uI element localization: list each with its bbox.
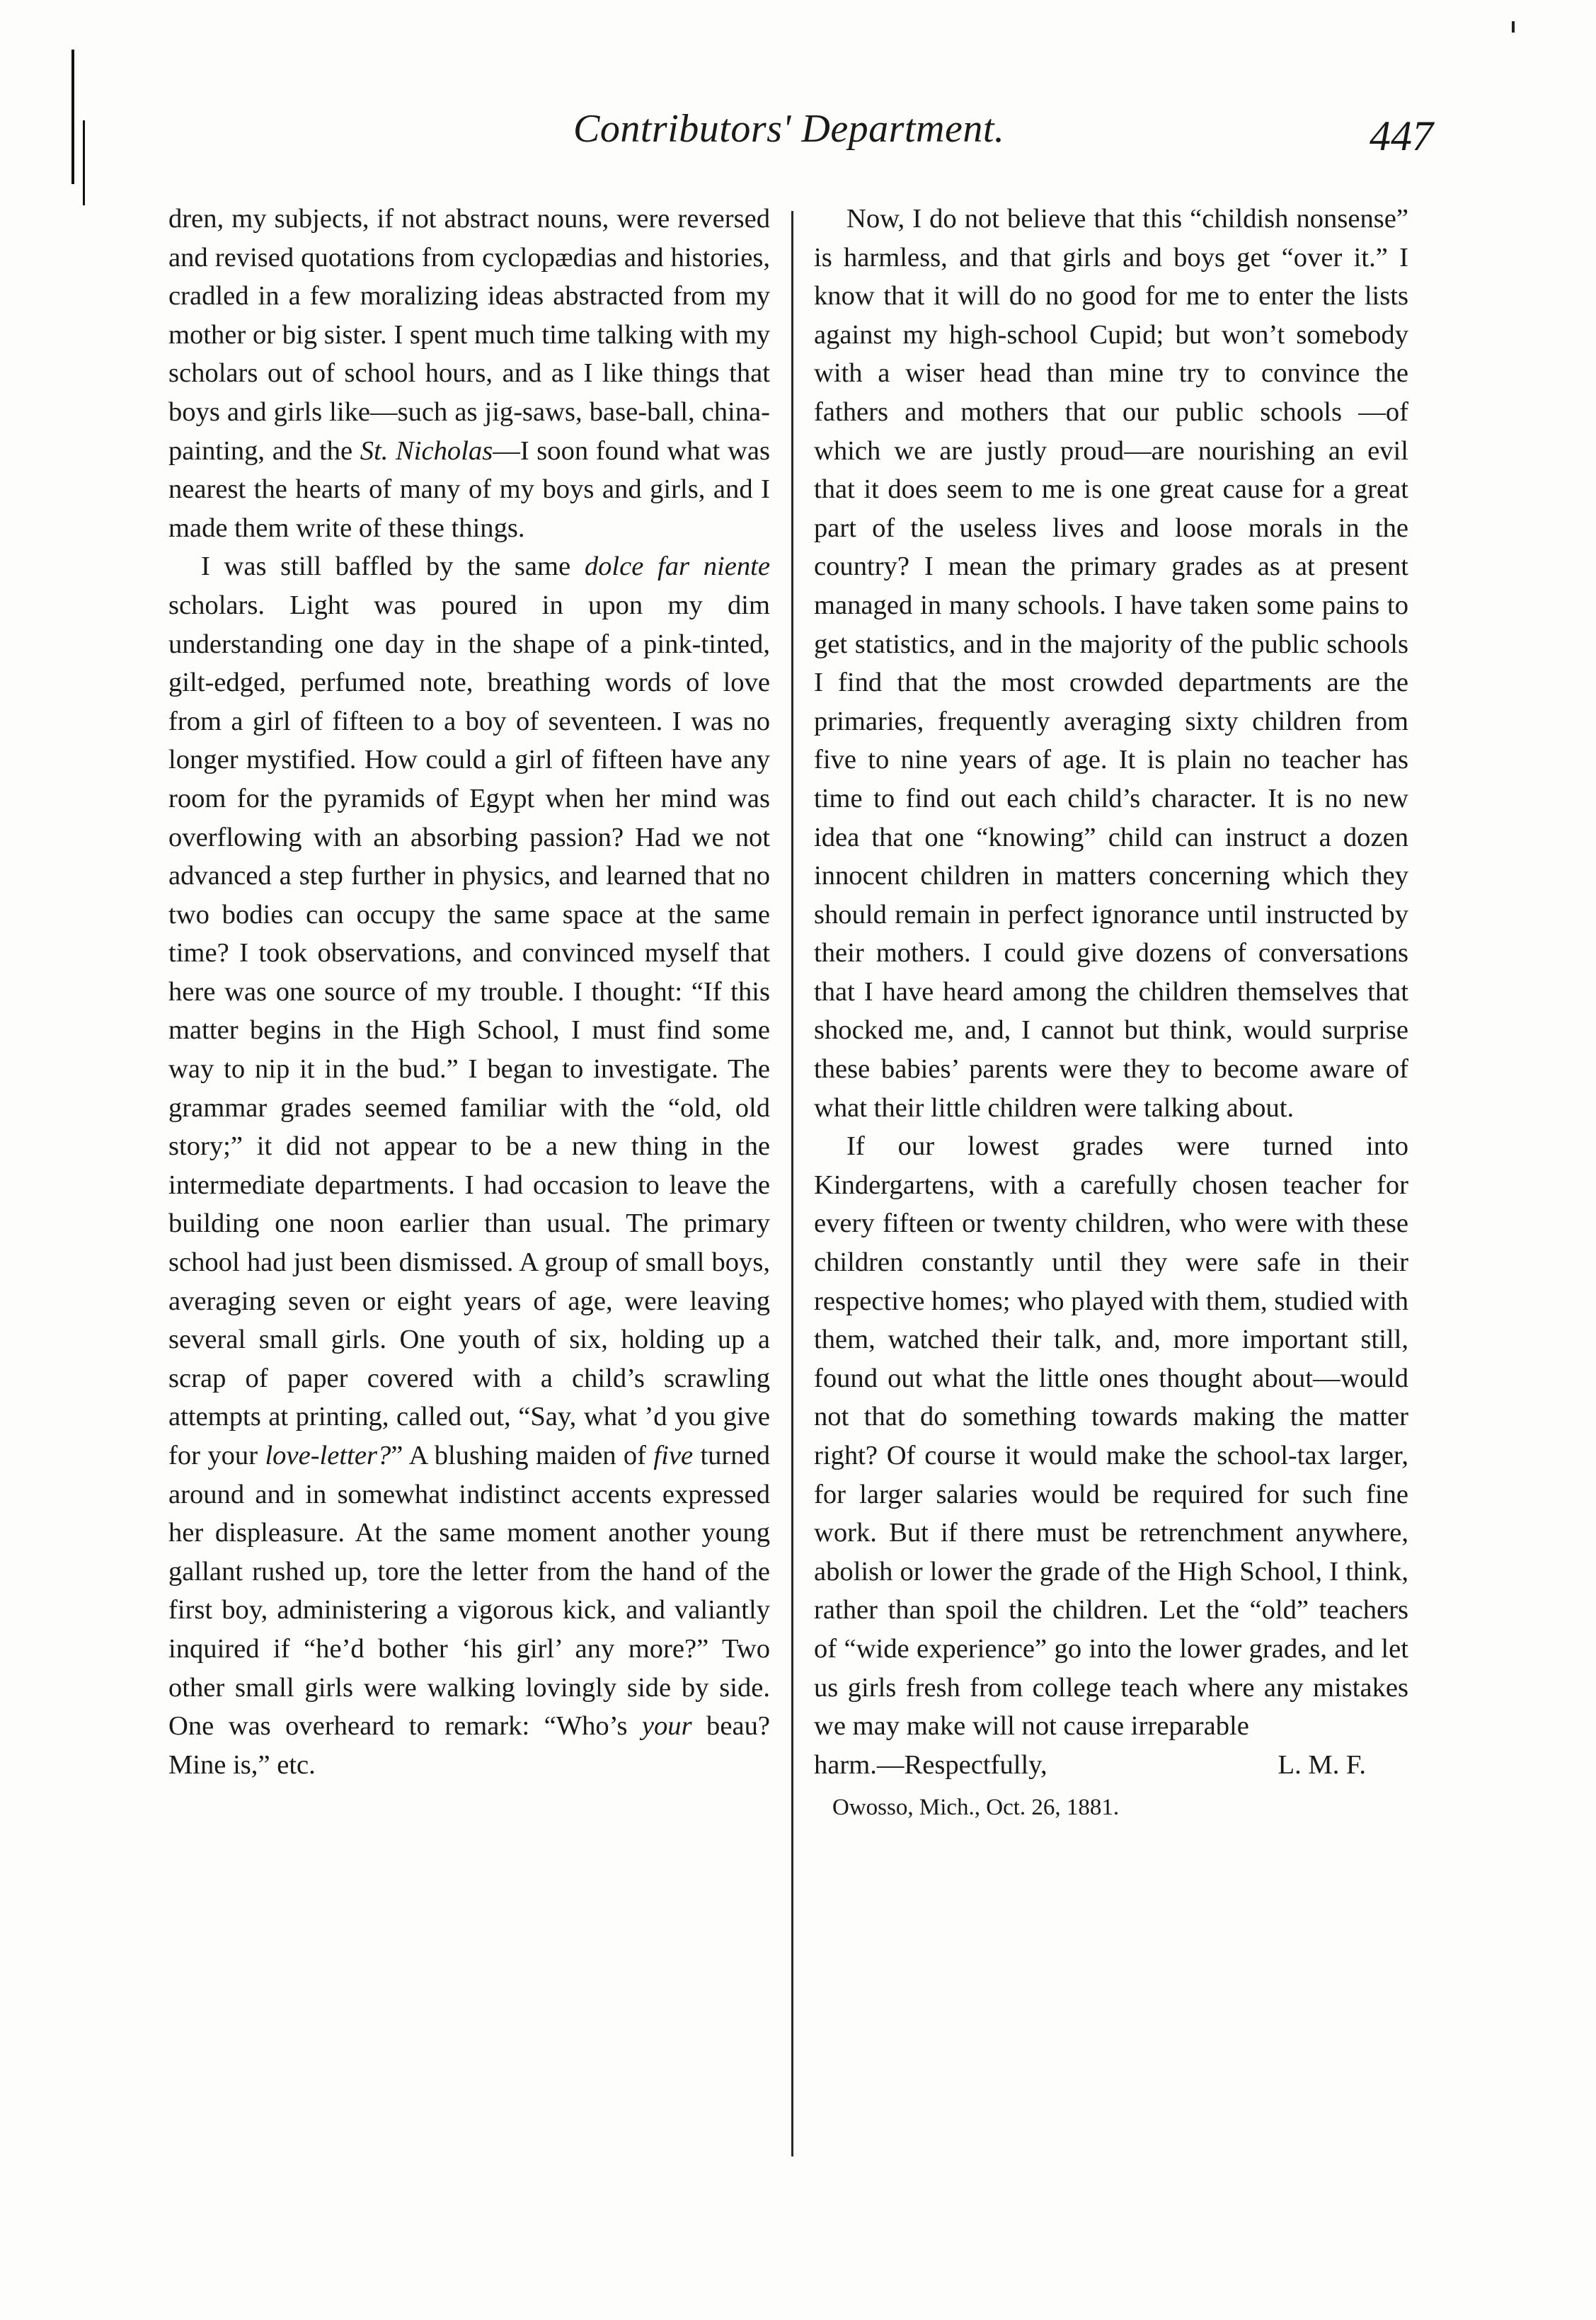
right-column [814,200,1408,1827]
margin-rule-mark [71,50,74,184]
margin-rule-mark [83,120,85,205]
paragraph: dren, my subjects, if not abstract nouns, were reversed and revised quotations from cyclopædias and histories, cradled in a few moralizing ideas abstracted from my mother or big sister. I spent much time talking with my scholars out of school hours, and as I like things that boys and girls like—such as jig-saws, base-ball, china-painting, and the St. Nicholas—I soon found what was nearest the hearts of many of my boys and girls, and I made them write of these things. [168,204,771,543]
column-divider [791,211,793,2156]
paragraph: If our lowest grades were turned into Kindergartens, with a carefully chosen teacher for every fifteen or twenty children, who were with these children constantly until they were safe in their respective homes; who played with them, studied with them, watched their talk, and, more important still, found out what the little ones thought about—would not that do something towards making the matter right? Of course it would make the school-tax larger, for larger salaries would be required for such fine work. But if there must be retrenchment anywhere, abolish or lower the grade of the High School, I think, rather than spoil the children. Let the “old” teachers of “wide experience” go into the lower grades, and let us girls fresh from college teach where any mistakes we may make will not cause irreparable [814,1131,1408,1742]
page-number: 447 [1370,113,1433,159]
margin-dot [1512,21,1515,33]
closing: harm.—Respectfully, [814,1749,1047,1780]
paragraph: Now, I do not believe that this “childish nonsense” is harmless, and that girls and boys get “over it.” I know that it will do no good for me to enter the lists against my high-school Cupid; but won’t somebody with a wiser head than mine try to convince the fathers and mothers that our public schools —of which we are justly proud—are nourishing an evil that it does seem to me is one great cause for a great part of the useless lives and loose morals in the country? I mean the primary grades as at present managed in many schools. I have taken some pains to get statistics, and in the majority of the public schools I find that the most crowded departments are the primaries, frequently averaging sixty children from five to nine years of age. It is plain no teacher has time to find out each child’s character. It is no new idea that one “knowing” child can instruct a dozen innocent children in matters concerning which they should remain in perfect ignorance until instructed by their mothers. I could give dozens of conversations that I have heard among the children themselves that shocked me, and, I cannot but think, would surprise these babies’ parents were they to become aware of what their little children were talking about. [814,204,1408,1123]
left-column [168,200,770,1784]
signature: L. M. F. [1278,1749,1366,1780]
dateline: Owosso, Mich., Oct. 26, 1881. [832,1795,1120,1821]
paragraph: I was still baffled by the same dolce far niente scholars. Light was poured in upon my dim understanding one day in the shape of a pink-tinted, gilt-edged, perfumed note, breathing words of love from a girl of fifteen to a boy of seventeen. I was no longer mystified. How could a girl of fifteen have any room for the pyramids of Egypt when her mind was overflowing with an absorbing passion? Had we not advanced a step further in physics, and learned that no two bodies can occupy the same space at the same time? I took observations, and convinced myself that here was one source of my trouble. I thought: “If this matter begins in the High School, I must find some way to nip it in the bud.” I began to investigate. The grammar grades seemed familiar with the “old, old story;” it did not appear to be a new thing in the intermediate departments. I had occasion to leave the building one noon earlier than usual. The primary school had just been dismissed. A group of small boys, averaging seven or eight years of age, were leaving several small girls. One youth of six, holding up a scrap of paper covered with a child’s scrawling attempts at printing, called out, “Say, what ’d you give for your love-letter?” A blushing maiden of five turned around and in somewhat indistinct accents expressed her displeasure. At the same moment another young gallant rushed up, tore the letter from the hand of the first boy, administering a vigorous kick, and valiantly inquired if “he’d bother ‘his girl’ any more?” Two other small girls were walking lovingly side by side. One was overheard to remark: “Who’s your beau? Mine is,” etc. [168,552,770,1780]
signature-line [814,1746,1408,1785]
running-head: Contributors' Department. [573,107,1005,151]
